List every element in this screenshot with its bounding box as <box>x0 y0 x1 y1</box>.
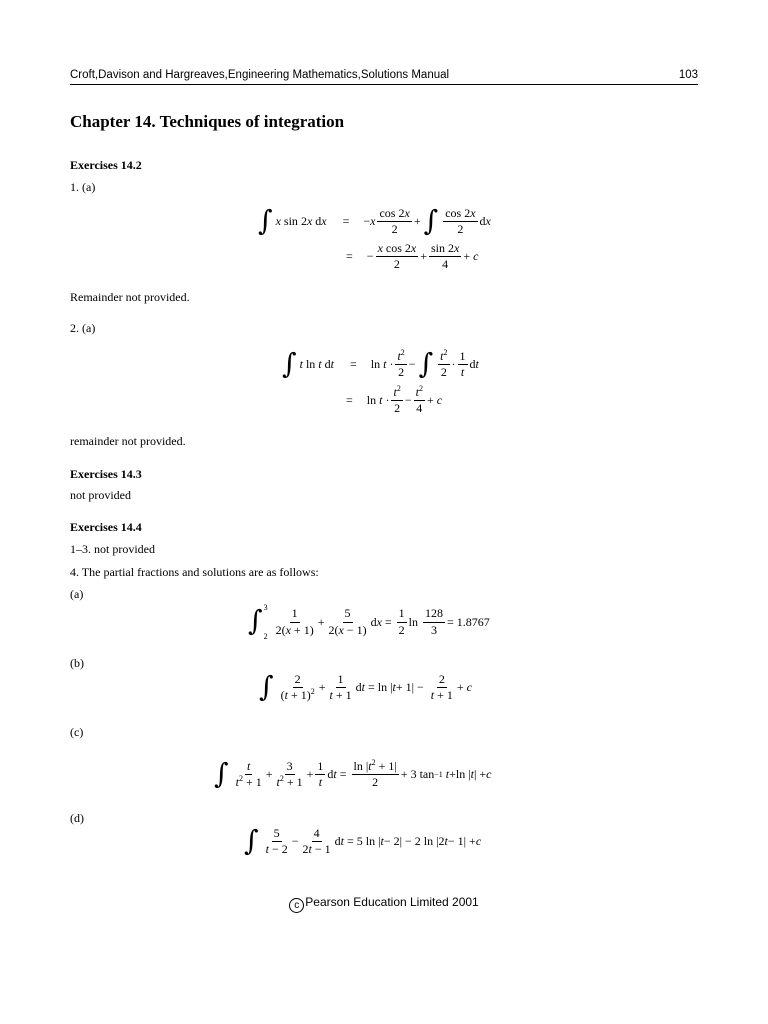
chapter-title: Chapter 14. Techniques of integration <box>70 112 345 131</box>
question-label-1a: 1. (a) <box>70 180 96 194</box>
note-14-3: not provided <box>70 488 131 502</box>
equation-4a: ∫ 3 2 $\frac{1}{2(x + 1)}$ + $\frac{5}{2(x - 1)}$ d x = $\frac{1}{2}$ ln $\frac{128}{3}$ = 1.8767 <box>248 603 490 641</box>
equation-2a-line1: ∫ t ln t d t = ln t · $\frac{t^2}{2}$ − ∫ $\frac{t^2}{2}$ · $\frac{1}{t}$ d t <box>282 346 479 380</box>
running-header: Croft,Davison and Hargreaves,Engineering Mathematics,Solutions Manual <box>70 69 450 81</box>
header-rule <box>70 84 698 85</box>
note-2a: remainder not provided. <box>70 434 186 448</box>
question-label-2a: 2. (a) <box>70 321 96 335</box>
part-label-b: (b) <box>70 656 84 670</box>
footer-text: Pearson Education Limited 2001 <box>305 895 479 909</box>
copyright-symbol: c <box>289 898 304 913</box>
intro-q4: 4. The partial fractions and solutions are as follows: <box>70 565 319 579</box>
equation-1a-line1: ∫ x sin 2 x d x = − x $\frac{\cos 2x}{2}$ + ∫ $\frac{\cos 2x}{2}$ d x <box>258 203 491 237</box>
equation-4d: ∫ $\frac{5}{t - 2}$ − $\frac{4}{2t - 1}$ d t = 5 ln | t − 2| − 2 ln |2 t − 1| + c <box>244 823 482 857</box>
footer-copyright <box>0 895 768 913</box>
part-label-d: (d) <box>70 811 84 825</box>
note-14-4-1-3: 1–3. not provided <box>70 542 155 556</box>
section-heading-14-2: Exercises 14.2 <box>70 158 142 172</box>
equation-4b: ∫ $\frac{2}{(t + 1)^2}$ + $\frac{1}{t + 1}$ d t = ln | t + 1| − $\frac{2}{t + 1}$ + c <box>259 669 472 703</box>
equation-2a-line2: = ln t · $\frac{t^2}{2}$ − $\frac{t^2}{4}$ + c <box>346 384 443 416</box>
equation-1a-line2: = − $\frac{\text{x cos 2x}}{2}$ + $\frac{\sin 2x}{4}$ + c <box>346 241 479 272</box>
section-heading-14-4: Exercises 14.4 <box>70 520 142 534</box>
part-label-c: (c) <box>70 725 84 739</box>
section-heading-14-3: Exercises 14.3 <box>70 467 142 481</box>
part-label-a: (a) <box>70 587 84 601</box>
note-1a: Remainder not provided. <box>70 290 190 304</box>
equation-4c: ∫ $\frac{t}{t^2 + 1}$ + $\frac{3}{t^2 + 1}$ + $\frac{1}{t}$ d t = $\frac{\ln |t^2 + 1|}{2}$ + 3 tan −1 t + ln | t | + c <box>214 756 492 790</box>
page-number: 103 <box>678 69 698 81</box>
